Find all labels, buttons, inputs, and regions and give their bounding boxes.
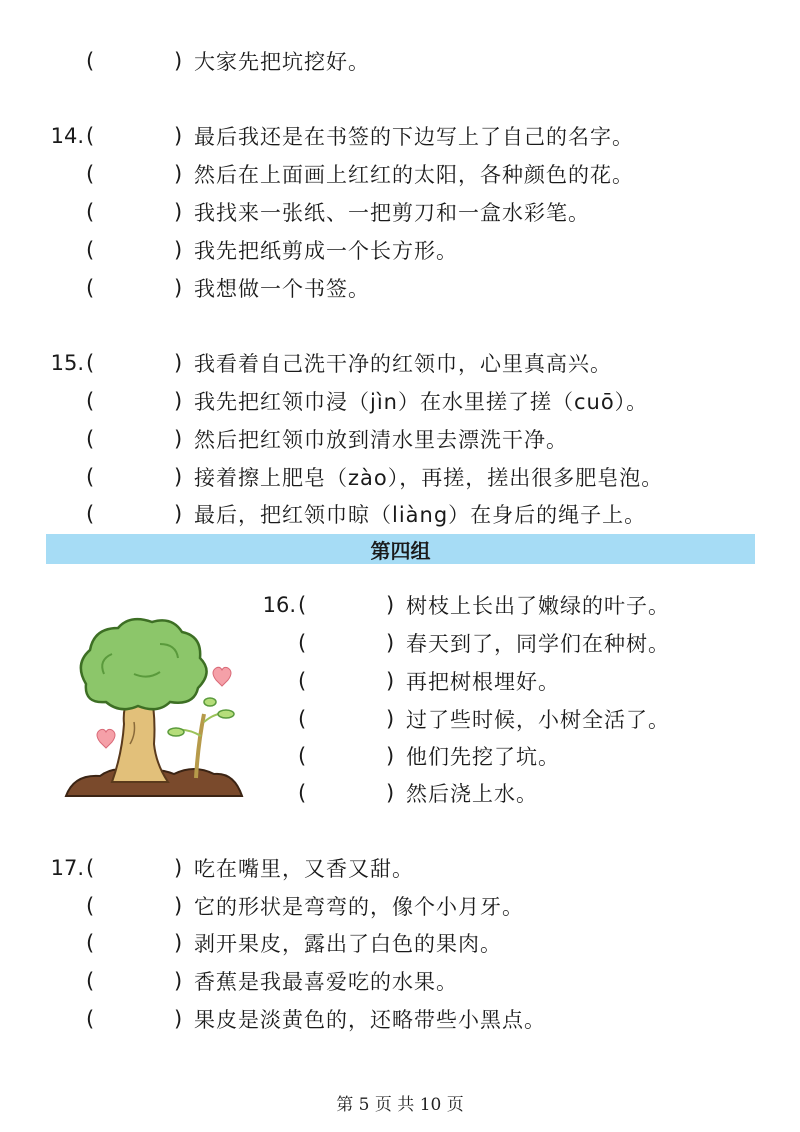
sentence-text: 大家先把坑挖好。 [194, 50, 370, 74]
answer-blank-open[interactable]: ( [86, 49, 95, 73]
answer-blank-close: ) [174, 162, 183, 186]
question-number: 14. [50, 124, 84, 148]
answer-blank-open[interactable]: ( [86, 427, 95, 451]
answer-blank-open[interactable]: ( [86, 276, 95, 300]
sentence-text: 香蕉是我最喜爱吃的水果。 [194, 970, 458, 994]
answer-blank-open[interactable]: ( [86, 502, 95, 526]
sentence-text: 我先把纸剪成一个长方形。 [194, 239, 458, 263]
list-item [298, 700, 670, 738]
list-item [298, 774, 538, 812]
answer-blank-open[interactable]: ( [298, 593, 307, 617]
sentence-text: 果皮是淡黄色的，还略带些小黑点。 [194, 1008, 546, 1032]
page-footer: 第 5 页 共 10 页 [336, 1095, 464, 1115]
sentence-text: 我先把红领巾浸（jìn）在水里搓了搓（cuō）。 [194, 390, 649, 414]
answer-blank-close: ) [174, 49, 183, 73]
answer-blank-open[interactable]: ( [86, 389, 95, 413]
sentence-text: 春天到了，同学们在种树。 [406, 632, 670, 656]
question-number: 17. [50, 856, 84, 880]
answer-blank-open[interactable]: ( [86, 238, 95, 262]
list-item [298, 624, 670, 662]
list-item [50, 117, 634, 155]
answer-blank-close: ) [174, 389, 183, 413]
answer-blank-open[interactable]: ( [86, 856, 95, 880]
list-item [86, 962, 458, 1000]
list-item [86, 924, 502, 962]
sentence-text: 然后浇上水。 [406, 782, 538, 806]
answer-blank-close: ) [174, 238, 183, 262]
answer-blank-close: ) [174, 856, 183, 880]
answer-blank-open[interactable]: ( [86, 124, 95, 148]
sentence-text: 吃在嘴里，又香又甜。 [194, 857, 414, 881]
tree-illustration-icon [64, 614, 244, 800]
answer-blank-open[interactable]: ( [86, 200, 95, 224]
list-item [86, 231, 458, 269]
answer-blank-open[interactable]: ( [298, 631, 307, 655]
sentence-text: 我想做一个书签。 [194, 277, 370, 301]
answer-blank-close: ) [174, 276, 183, 300]
answer-blank-open[interactable]: ( [298, 744, 307, 768]
answer-blank-close: ) [386, 781, 395, 805]
answer-blank-close: ) [386, 707, 395, 731]
answer-blank-open[interactable]: ( [86, 969, 95, 993]
answer-blank-close: ) [174, 465, 183, 489]
list-item [86, 155, 634, 193]
answer-blank-close: ) [174, 969, 183, 993]
list-item [50, 849, 414, 887]
sentence-text: 我看着自己洗干净的红领巾，心里真高兴。 [194, 352, 612, 376]
list-item [86, 382, 648, 420]
sentence-text: 然后把红领巾放到清水里去漂洗干净。 [194, 428, 568, 452]
answer-blank-open[interactable]: ( [86, 465, 95, 489]
list-item [86, 42, 370, 80]
sentence-text: 再把树根埋好。 [406, 670, 560, 694]
answer-blank-open[interactable]: ( [86, 1007, 95, 1031]
answer-blank-open[interactable]: ( [86, 162, 95, 186]
list-item [50, 344, 612, 382]
list-item [86, 458, 663, 496]
sentence-text: 剥开果皮，露出了白色的果肉。 [194, 932, 502, 956]
list-item [86, 495, 646, 533]
answer-blank-open[interactable]: ( [86, 894, 95, 918]
list-item [86, 1000, 546, 1038]
answer-blank-close: ) [174, 351, 183, 375]
answer-blank-close: ) [386, 593, 395, 617]
answer-blank-close: ) [174, 200, 183, 224]
answer-blank-close: ) [386, 631, 395, 655]
answer-blank-close: ) [174, 894, 183, 918]
sentence-text: 然后在上面画上红红的太阳，各种颜色的花。 [194, 163, 634, 187]
list-item [86, 269, 370, 307]
answer-blank-close: ) [174, 427, 183, 451]
list-item [298, 737, 560, 775]
list-item [86, 887, 524, 925]
answer-blank-open[interactable]: ( [298, 669, 307, 693]
answer-blank-open[interactable]: ( [86, 351, 95, 375]
answer-blank-open[interactable]: ( [86, 931, 95, 955]
sentence-text: 它的形状是弯弯的，像个小月牙。 [194, 895, 524, 919]
answer-blank-close: ) [174, 931, 183, 955]
sentence-text: 接着擦上肥皂（zào），再搓，搓出很多肥皂泡。 [194, 466, 664, 490]
sentence-text: 过了些时候，小树全活了。 [406, 708, 670, 732]
list-item [86, 193, 590, 231]
sentence-text: 他们先挖了坑。 [406, 745, 560, 769]
group-title: 第四组 [370, 538, 431, 563]
list-item [262, 586, 670, 624]
answer-blank-close: ) [174, 502, 183, 526]
answer-blank-open[interactable]: ( [298, 781, 307, 805]
list-item [298, 662, 560, 700]
question-number: 16. [262, 593, 296, 617]
sentence-text: 我找来一张纸、一把剪刀和一盒水彩笔。 [194, 201, 590, 225]
answer-blank-close: ) [174, 124, 183, 148]
answer-blank-close: ) [386, 669, 395, 693]
group-banner [46, 534, 755, 564]
sentence-text: 树枝上长出了嫩绿的叶子。 [406, 594, 670, 618]
answer-blank-open[interactable]: ( [298, 707, 307, 731]
sentence-text: 最后我还是在书签的下边写上了自己的名字。 [194, 125, 634, 149]
answer-blank-close: ) [174, 1007, 183, 1031]
answer-blank-close: ) [386, 744, 395, 768]
list-item [86, 420, 568, 458]
sentence-text: 最后，把红领巾晾（liàng）在身后的绳子上。 [194, 503, 647, 527]
question-number: 15. [50, 351, 84, 375]
